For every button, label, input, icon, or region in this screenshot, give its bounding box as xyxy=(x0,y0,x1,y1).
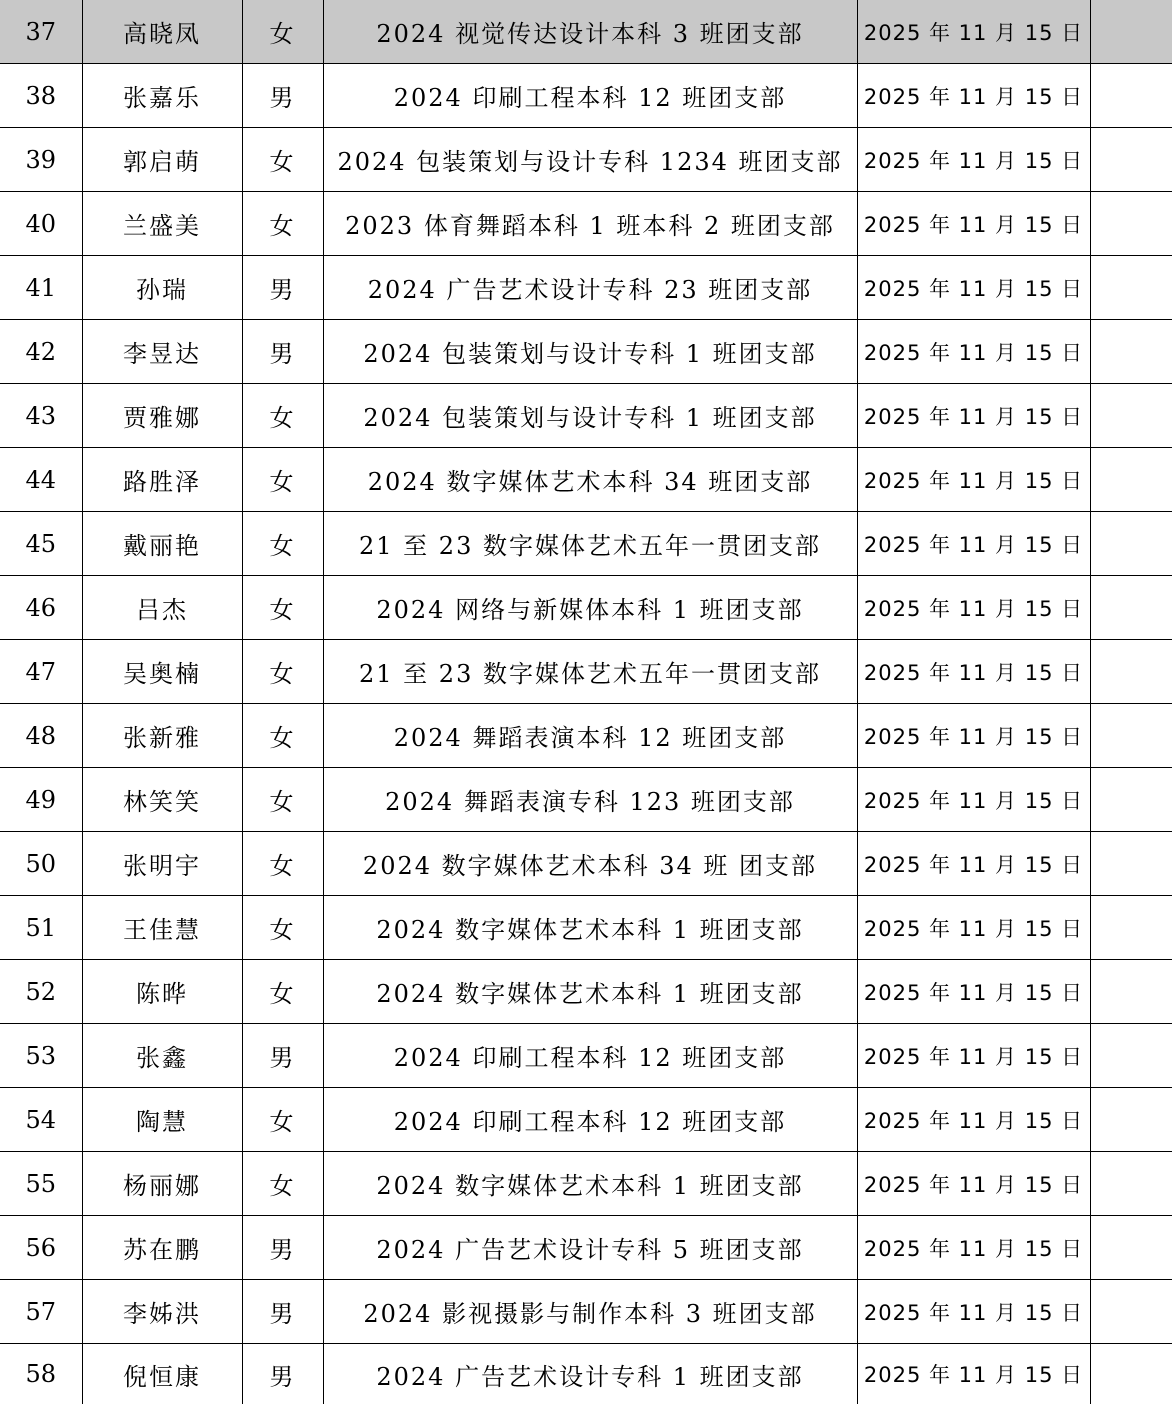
member-name: 张嘉乐 xyxy=(82,64,242,128)
member-gender: 女 xyxy=(242,192,323,256)
row-number: 54 xyxy=(0,1088,82,1152)
table-row xyxy=(0,64,1172,128)
note-cell xyxy=(1090,768,1172,832)
member-name: 林笑笑 xyxy=(82,768,242,832)
note-cell xyxy=(1090,896,1172,960)
table-row xyxy=(0,1344,1172,1405)
league-branch: 2024 广告艺术设计专科 23 班团支部 xyxy=(323,256,857,320)
member-gender: 男 xyxy=(242,1216,323,1280)
member-gender: 男 xyxy=(242,1344,323,1405)
row-number: 42 xyxy=(0,320,82,384)
row-number: 45 xyxy=(0,512,82,576)
league-branch: 2024 广告艺术设计专科 1 班团支部 xyxy=(323,1344,857,1405)
date-cell: 2025 年 11 月 15 日 xyxy=(857,1344,1090,1405)
league-branch: 2024 数字媒体艺术本科 34 班 团支部 xyxy=(323,832,857,896)
note-cell xyxy=(1090,384,1172,448)
row-number: 43 xyxy=(0,384,82,448)
note-cell xyxy=(1090,0,1172,64)
member-name: 张新雅 xyxy=(82,704,242,768)
member-name: 孙瑞 xyxy=(82,256,242,320)
row-number: 48 xyxy=(0,704,82,768)
table-row xyxy=(0,768,1172,832)
member-name: 陶慧 xyxy=(82,1088,242,1152)
table-row xyxy=(0,1088,1172,1152)
member-gender: 女 xyxy=(242,896,323,960)
table-row xyxy=(0,896,1172,960)
member-gender: 女 xyxy=(242,704,323,768)
table-row xyxy=(0,192,1172,256)
date-cell: 2025 年 11 月 15 日 xyxy=(857,192,1090,256)
row-number: 44 xyxy=(0,448,82,512)
member-gender: 男 xyxy=(242,1024,323,1088)
member-name: 倪恒康 xyxy=(82,1344,242,1405)
note-cell xyxy=(1090,1152,1172,1216)
row-number: 41 xyxy=(0,256,82,320)
table-row xyxy=(0,448,1172,512)
date-cell: 2025 年 11 月 15 日 xyxy=(857,1024,1090,1088)
note-cell xyxy=(1090,576,1172,640)
member-gender: 女 xyxy=(242,384,323,448)
league-branch: 2024 影视摄影与制作本科 3 班团支部 xyxy=(323,1280,857,1344)
table-row xyxy=(0,384,1172,448)
date-cell: 2025 年 11 月 15 日 xyxy=(857,832,1090,896)
member-name: 李昱达 xyxy=(82,320,242,384)
member-name: 李姊洪 xyxy=(82,1280,242,1344)
table-row xyxy=(0,0,1172,64)
league-branch: 2024 印刷工程本科 12 班团支部 xyxy=(323,64,857,128)
member-name: 吴奥楠 xyxy=(82,640,242,704)
note-cell xyxy=(1090,320,1172,384)
league-branch: 2024 印刷工程本科 12 班团支部 xyxy=(323,1088,857,1152)
row-number: 38 xyxy=(0,64,82,128)
date-cell: 2025 年 11 月 15 日 xyxy=(857,384,1090,448)
member-gender: 男 xyxy=(242,64,323,128)
note-cell xyxy=(1090,832,1172,896)
member-gender: 女 xyxy=(242,960,323,1024)
league-branch: 2024 网络与新媒体本科 1 班团支部 xyxy=(323,576,857,640)
row-number: 58 xyxy=(0,1344,82,1405)
member-name: 杨丽娜 xyxy=(82,1152,242,1216)
league-branch: 2024 舞蹈表演本科 12 班团支部 xyxy=(323,704,857,768)
table-row xyxy=(0,960,1172,1024)
table-row xyxy=(0,512,1172,576)
member-gender: 男 xyxy=(242,320,323,384)
table-row xyxy=(0,128,1172,192)
league-branch: 21 至 23 数字媒体艺术五年一贯团支部 xyxy=(323,512,857,576)
date-cell: 2025 年 11 月 15 日 xyxy=(857,320,1090,384)
member-gender: 女 xyxy=(242,0,323,64)
table-row xyxy=(0,640,1172,704)
table-row xyxy=(0,320,1172,384)
member-gender: 男 xyxy=(242,1280,323,1344)
table-row xyxy=(0,704,1172,768)
row-number: 39 xyxy=(0,128,82,192)
member-gender: 女 xyxy=(242,128,323,192)
member-gender: 女 xyxy=(242,1152,323,1216)
member-name: 贾雅娜 xyxy=(82,384,242,448)
row-number: 37 xyxy=(0,0,82,64)
row-number: 49 xyxy=(0,768,82,832)
date-cell: 2025 年 11 月 15 日 xyxy=(857,704,1090,768)
league-branch: 2024 包装策划与设计专科 1234 班团支部 xyxy=(323,128,857,192)
member-gender: 女 xyxy=(242,512,323,576)
league-branch: 2024 包装策划与设计专科 1 班团支部 xyxy=(323,320,857,384)
row-number: 46 xyxy=(0,576,82,640)
date-cell: 2025 年 11 月 15 日 xyxy=(857,640,1090,704)
note-cell xyxy=(1090,512,1172,576)
table-row xyxy=(0,832,1172,896)
note-cell xyxy=(1090,640,1172,704)
member-name: 吕杰 xyxy=(82,576,242,640)
member-name: 路胜泽 xyxy=(82,448,242,512)
note-cell xyxy=(1090,1088,1172,1152)
member-gender: 女 xyxy=(242,768,323,832)
row-number: 40 xyxy=(0,192,82,256)
league-branch: 2024 数字媒体艺术本科 34 班团支部 xyxy=(323,448,857,512)
row-number: 50 xyxy=(0,832,82,896)
date-cell: 2025 年 11 月 15 日 xyxy=(857,1152,1090,1216)
member-gender: 男 xyxy=(242,256,323,320)
member-name: 陈晔 xyxy=(82,960,242,1024)
league-branch: 2023 体育舞蹈本科 1 班本科 2 班团支部 xyxy=(323,192,857,256)
date-cell: 2025 年 11 月 15 日 xyxy=(857,896,1090,960)
member-name: 张明宇 xyxy=(82,832,242,896)
member-name: 苏在鹏 xyxy=(82,1216,242,1280)
member-name: 戴丽艳 xyxy=(82,512,242,576)
row-number: 47 xyxy=(0,640,82,704)
league-branch: 2024 广告艺术设计专科 5 班团支部 xyxy=(323,1216,857,1280)
league-branch: 2024 舞蹈表演专科 123 班团支部 xyxy=(323,768,857,832)
date-cell: 2025 年 11 月 15 日 xyxy=(857,256,1090,320)
table-row xyxy=(0,576,1172,640)
table-row xyxy=(0,1216,1172,1280)
date-cell: 2025 年 11 月 15 日 xyxy=(857,128,1090,192)
table-row xyxy=(0,1024,1172,1088)
date-cell: 2025 年 11 月 15 日 xyxy=(857,768,1090,832)
league-branch: 2024 数字媒体艺术本科 1 班团支部 xyxy=(323,1152,857,1216)
table-row xyxy=(0,1280,1172,1344)
league-branch: 2024 数字媒体艺术本科 1 班团支部 xyxy=(323,896,857,960)
note-cell xyxy=(1090,1024,1172,1088)
member-gender: 女 xyxy=(242,1088,323,1152)
date-cell: 2025 年 11 月 15 日 xyxy=(857,448,1090,512)
note-cell xyxy=(1090,1216,1172,1280)
member-name: 兰盛美 xyxy=(82,192,242,256)
league-branch: 2024 包装策划与设计专科 1 班团支部 xyxy=(323,384,857,448)
league-branch: 21 至 23 数字媒体艺术五年一贯团支部 xyxy=(323,640,857,704)
note-cell xyxy=(1090,192,1172,256)
member-gender: 女 xyxy=(242,832,323,896)
note-cell xyxy=(1090,448,1172,512)
note-cell xyxy=(1090,1344,1172,1405)
date-cell: 2025 年 11 月 15 日 xyxy=(857,1216,1090,1280)
row-number: 52 xyxy=(0,960,82,1024)
date-cell: 2025 年 11 月 15 日 xyxy=(857,1088,1090,1152)
row-number: 57 xyxy=(0,1280,82,1344)
date-cell: 2025 年 11 月 15 日 xyxy=(857,1280,1090,1344)
note-cell xyxy=(1090,704,1172,768)
note-cell xyxy=(1090,1280,1172,1344)
member-name: 王佳慧 xyxy=(82,896,242,960)
member-gender: 女 xyxy=(242,576,323,640)
note-cell xyxy=(1090,960,1172,1024)
note-cell xyxy=(1090,128,1172,192)
league-branch: 2024 视觉传达设计本科 3 班团支部 xyxy=(323,0,857,64)
note-cell xyxy=(1090,256,1172,320)
row-number: 55 xyxy=(0,1152,82,1216)
row-number: 53 xyxy=(0,1024,82,1088)
note-cell xyxy=(1090,64,1172,128)
league-branch: 2024 印刷工程本科 12 班团支部 xyxy=(323,1024,857,1088)
row-number: 56 xyxy=(0,1216,82,1280)
table-row xyxy=(0,256,1172,320)
date-cell: 2025 年 11 月 15 日 xyxy=(857,512,1090,576)
member-name: 郭启萌 xyxy=(82,128,242,192)
table-row xyxy=(0,1152,1172,1216)
date-cell: 2025 年 11 月 15 日 xyxy=(857,64,1090,128)
league-branch: 2024 数字媒体艺术本科 1 班团支部 xyxy=(323,960,857,1024)
date-cell: 2025 年 11 月 15 日 xyxy=(857,960,1090,1024)
date-cell: 2025 年 11 月 15 日 xyxy=(857,0,1090,64)
member-name: 高晓凤 xyxy=(82,0,242,64)
row-number: 51 xyxy=(0,896,82,960)
date-cell: 2025 年 11 月 15 日 xyxy=(857,576,1090,640)
member-name: 张鑫 xyxy=(82,1024,242,1088)
member-gender: 女 xyxy=(242,640,323,704)
member-gender: 女 xyxy=(242,448,323,512)
